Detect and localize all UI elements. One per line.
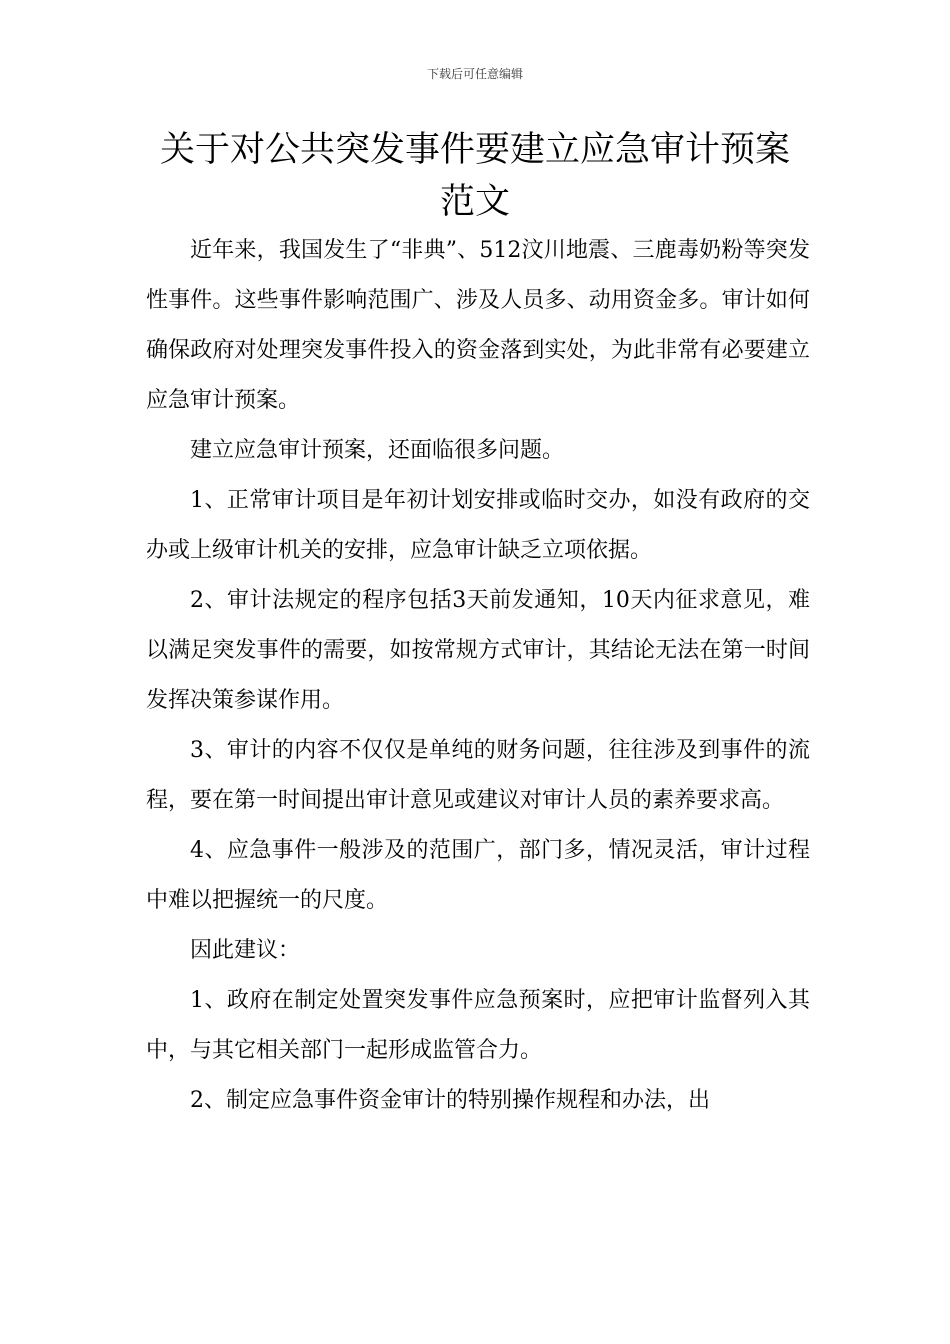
paragraph-intro: 近年来，我国发生了“非典”、512汶川地震、三鹿毒奶粉等突发性事件。这些事件影响范围广、涉及人员多、动用资金多。审计如何确保政府对处理突发事件投入的资金落到实处，为此非常有必要建立应急审计预案。 bbox=[146, 238, 810, 413]
paragraph-suggestion-2: 2、制定应急事件资金审计的特别操作规程和办法，出 bbox=[190, 1088, 710, 1113]
paragraph-suggestion-1: 1、政府在制定处置突发事件应急预案时，应把审计监督列入其中，与其它相关部门一起形成监管合力。 bbox=[146, 988, 810, 1063]
paragraph-suggestions-lead: 因此建议： bbox=[190, 938, 301, 963]
paragraph-problem-1: 1、正常审计项目是年初计划安排或临时交办，如没有政府的交办或上级审计机关的安排，应急审计缺乏立项依据。 bbox=[146, 488, 810, 563]
paragraph-problem-2: 2、审计法规定的程序包括3天前发通知，10天内征求意见，难以满足突发事件的需要，如按常规方式审计，其结论无法在第一时间发挥决策参谋作用。 bbox=[146, 588, 810, 713]
document-body bbox=[146, 226, 810, 1126]
paragraph-problems-lead: 建立应急审计预案，还面临很多问题。 bbox=[190, 438, 565, 463]
paragraph-problem-4: 4、应急事件一般涉及的范围广，部门多，情况灵活，审计过程中难以把握统一的尺度。 bbox=[146, 838, 810, 913]
header-note: 下载后可任意编辑 bbox=[426, 67, 523, 81]
document-title-line-1: 关于对公共突发事件要建立应急审计预案 bbox=[159, 130, 790, 170]
document-title bbox=[130, 124, 820, 228]
paragraph-problem-3: 3、审计的内容不仅仅是单纯的财务问题，往往涉及到事件的流程，要在第一时间提出审计意见或建议对审计人员的素养要求高。 bbox=[146, 738, 810, 813]
document-title-line-2: 范文 bbox=[439, 182, 510, 222]
